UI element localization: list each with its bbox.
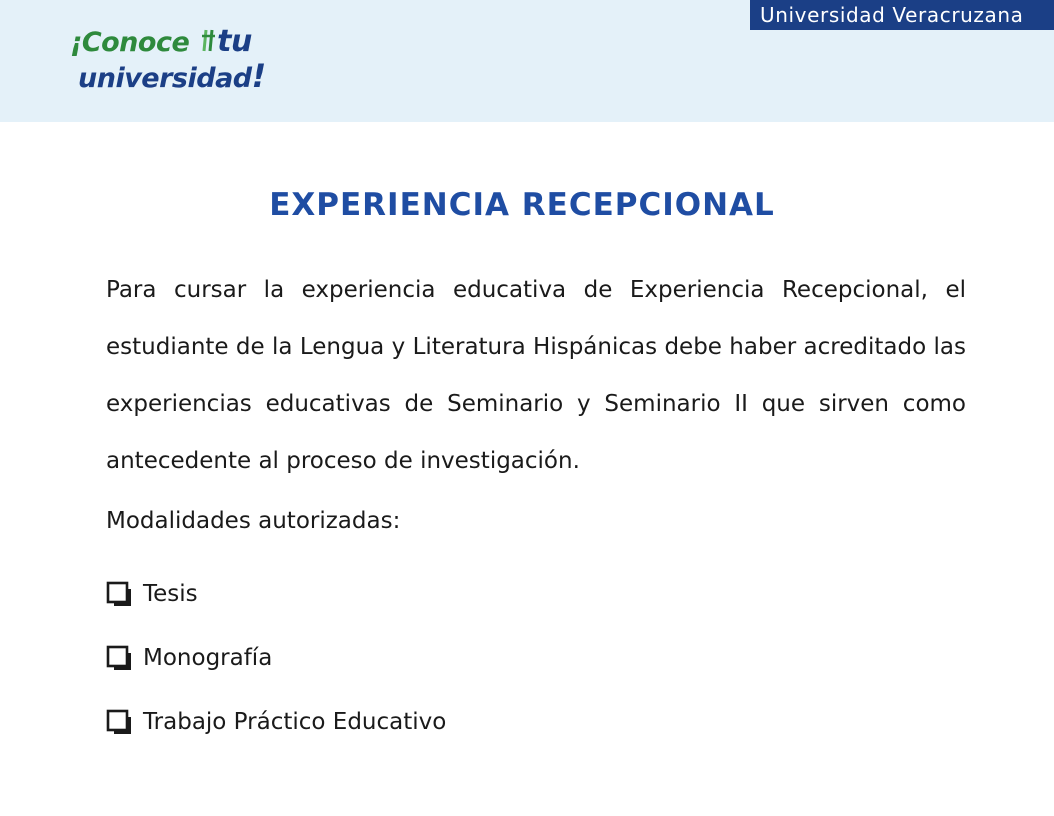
conoce-tu-universidad-logo — [70, 22, 270, 97]
logo-tu-marks-icon — [202, 27, 216, 53]
logo-line2 — [78, 57, 266, 95]
logo-tu-text: tu — [217, 24, 252, 59]
list-item — [106, 626, 446, 690]
checkbox-icon — [106, 709, 133, 736]
modalities-label: Modalidades autorizadas: — [106, 508, 401, 534]
logo-universidad-text: universidad — [78, 63, 252, 94]
modality-label: Monografía — [143, 645, 273, 671]
checkbox-icon — [106, 645, 133, 672]
list-item — [106, 690, 446, 754]
logo-conoce-text: ¡Conoce — [70, 27, 199, 58]
modalities-list — [106, 562, 446, 754]
page-title: EXPERIENCIA RECEPCIONAL — [269, 187, 775, 223]
logo-exclamation: ! — [251, 57, 266, 95]
checkbox-icon — [106, 581, 133, 608]
intro-paragraph: Para cursar la experiencia educativa de Experiencia Recepcional, el estudiante de la Lengua y Literatura Hispánicas debe haber acreditado las experiencias educativas de Seminario y Seminario II que sirven como antecedente al proceso de investigación. — [106, 277, 966, 474]
modality-label: Tesis — [143, 581, 198, 607]
logo-line1 — [70, 26, 252, 59]
modality-label: Trabajo Práctico Educativo — [143, 709, 447, 735]
institution-banner: Universidad Veracruzana — [750, 0, 1054, 30]
list-item — [106, 562, 446, 626]
